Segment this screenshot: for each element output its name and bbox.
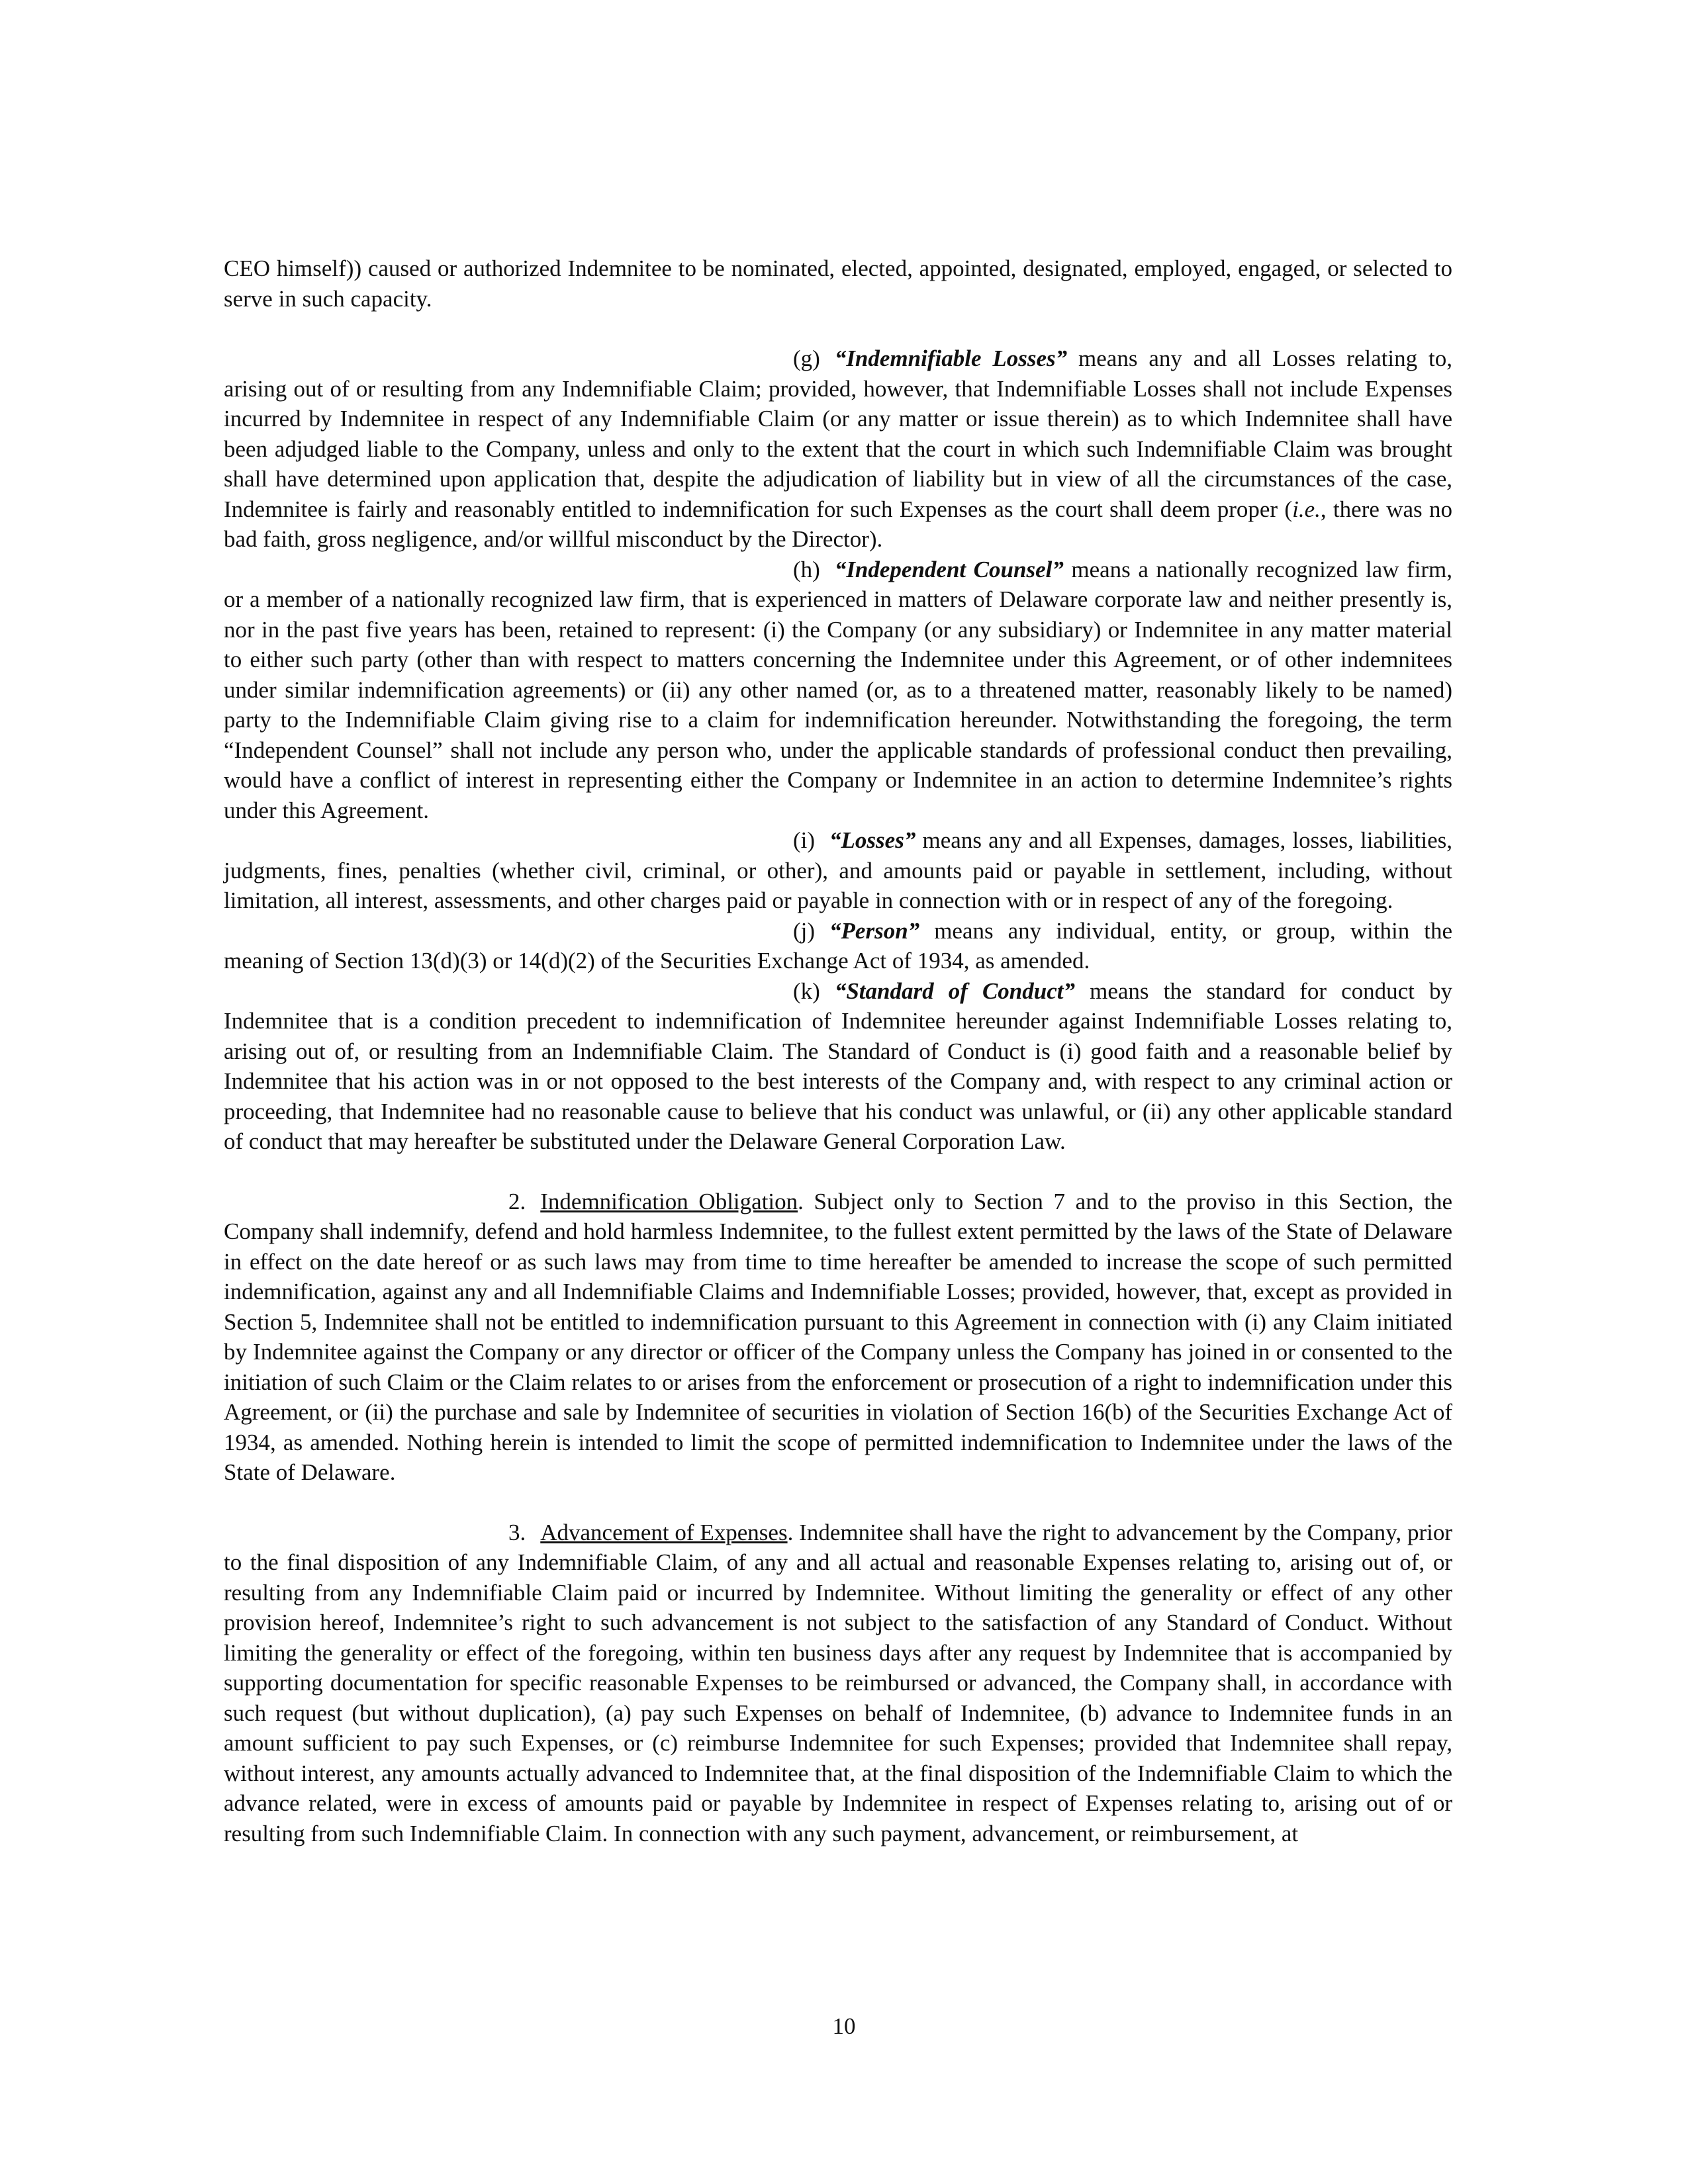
definition-label: (i): [793, 827, 816, 853]
definition-g: [224, 343, 1452, 555]
defined-term: “Standard of Conduct”: [834, 978, 1075, 1004]
section-number: 3.: [508, 1519, 526, 1545]
definition-text: means a nationally recognized law firm, or a member of a nationally recognized law firm, that is experienced in matters of Delaware corporate law and neither presently is, nor in the past five years has been, retained to represent: (i) the Company (or any subsidiary) or Indemnitee in any matter material to either such party (other than with respect to matters concerning the Indemnitee under this Agreement, or of other indemnitees under similar indemnification agreements) or (ii) any other named (or, as to a threatened matter, reasonably likely to be named) party to the Indemnifiable Claim giving rise to a claim for indemnification hereunder. Notwithstanding the foregoing, the term “Independent Counsel” shall not include any person who, under the applicable standards of professional conduct then prevailing, would have a conflict of interest in representing either the Company or Indemnitee in an action to determine Indemnitee’s rights under this Agreement.: [224, 556, 1452, 823]
defined-term: “Indemnifiable Losses”: [834, 345, 1068, 371]
definition-text: means any and all Losses relating to, arising out of or resulting from any Indemnifiable Claim; provided, however, that Indemnifiable Losses shall not include Expenses incurred by Indemnitee in respect of any Indemnifiable Claim (or any matter or issue therein) as to which Indemnitee shall have been adjudged liable to the Company, unless and only to the extent that the court in which such Indemnifiable Claim was brought shall have determined upon application that, despite the adjudication of liability but in view of all the circumstances of the case, Indemnitee is fairly and reasonably entitled to indemnification for such Expenses as the court shall deem proper (: [224, 345, 1452, 522]
document-page: [224, 253, 1452, 1848]
definition-text-end: , there was no bad faith, gross negligence, and/or willful misconduct by the Director).: [224, 496, 1452, 552]
section-heading: Indemnification Obligation: [540, 1188, 798, 1214]
definition-text: means any and all Expenses, damages, losses, liabilities, judgments, fines, penalties (whether civil, criminal, or other), and amounts paid or payable in settlement, including, without limitation, all interest, assessments, and other charges paid or payable in connection with or in respect of any of the foregoing.: [224, 827, 1452, 913]
definition-label: (k): [793, 978, 820, 1004]
section-text: . Subject only to Section 7 and to the proviso in this Section, the Company shall indemnify, defend and hold harmless Indemnitee, to the fullest extent permitted by the laws of the State of Delaware in effect on the date hereof or as such laws may from time to time hereafter be amended to increase the scope of such permitted indemnification, against any and all Indemnifiable Claims and Indemnifiable Losses; provided, however, that, except as provided in Section 5, Indemnitee shall not be entitled to indemnification pursuant to this Agreement in connection with (i) any Claim initiated by Indemnitee against the Company or any director or officer of the Company unless the Company has joined in or consented to the initiation of such Claim or the Claim relates to or arises from the enforcement or prosecution of a right to indemnification under this Agreement, or (ii) the purchase and sale by Indemnitee of securities in violation of Section 16(b) of the Securities Exchange Act of 1934, as amended. Nothing herein is intended to limit the scope of permitted indemnification to Indemnitee under the laws of the State of Delaware.: [224, 1188, 1452, 1485]
abbreviation-ie: i.e.: [1292, 496, 1321, 522]
definition-h: [224, 555, 1452, 826]
defined-term: “Independent Counsel”: [834, 556, 1064, 582]
intro-text: CEO himself)) caused or authorized Indemnitee to be nominated, elected, appointed, designated, employed, engaged, or selected to serve in such capacity.: [224, 255, 1452, 312]
section-heading: Advancement of Expenses: [540, 1519, 788, 1545]
paragraph-spacer: [224, 314, 1452, 343]
defined-term: “Person”: [829, 917, 920, 944]
paragraph-spacer: [224, 1157, 1452, 1187]
definition-label: (j): [793, 917, 816, 944]
definition-label: (h): [793, 556, 820, 582]
definition-text: means any individual, entity, or group, within the meaning of Section 13(d)(3) or 14(d)(2) of the Securities Exchange Act of 1934, as amended.: [224, 917, 1452, 974]
section-3: [224, 1518, 1452, 1849]
section-text: . Indemnitee shall have the right to advancement by the Company, prior to the final disposition of any Indemnifiable Claim, of any and all actual and reasonable Expenses relating to, arising out of, or resulting from any Indemnifiable Claim paid or incurred by Indemnitee. Without limiting the generality or effect of any other provision hereof, Indemnitee’s right to such advancement is not subject to the satisfaction of any Standard of Conduct. Without limiting the generality or effect of the foregoing, within ten business days after any request by Indemnitee that is accompanied by supporting documentation for specific reasonable Expenses to be reimbursed or advanced, the Company shall, in accordance with such request (but without duplication), (a) pay such Expenses on behalf of Indemnitee, (b) advance to Indemnitee funds in an amount sufficient to pay such Expenses, or (c) reimburse Indemnitee for such Expenses; provided that Indemnitee shall repay, without interest, any amounts actually advanced to Indemnitee that, at the final disposition of the Indemnifiable Claim to which the advance related, were in excess of amounts paid or payable by Indemnitee in respect of Expenses relating to, arising out of or resulting from such Indemnifiable Claim. In connection with any such payment, advancement, or reimbursement, at: [224, 1519, 1452, 1846]
definition-k: [224, 976, 1452, 1157]
intro-paragraph: [224, 253, 1452, 314]
defined-term: “Losses”: [829, 827, 916, 853]
definition-label: (g): [793, 345, 820, 371]
definition-text: means the standard for conduct by Indemnitee that is a condition precedent to indemnification of Indemnitee hereunder against Indemnifiable Losses relating to, arising out of, or resulting from an Indemnifiable Claim. The Standard of Conduct is (i) good faith and a reasonable belief by Indemnitee that his action was in or not opposed to the best interests of the Company and, with respect to any criminal action or proceeding, that Indemnitee had no reasonable cause to believe that his conduct was unlawful, or (ii) any other applicable standard of conduct that may hereafter be substituted under the Delaware General Corporation Law.: [224, 978, 1452, 1154]
section-number: 2.: [508, 1188, 526, 1214]
definition-j: [224, 916, 1452, 976]
page-number: 10: [832, 2013, 856, 2039]
section-2: [224, 1187, 1452, 1488]
paragraph-spacer: [224, 1488, 1452, 1518]
definition-i: [224, 825, 1452, 916]
